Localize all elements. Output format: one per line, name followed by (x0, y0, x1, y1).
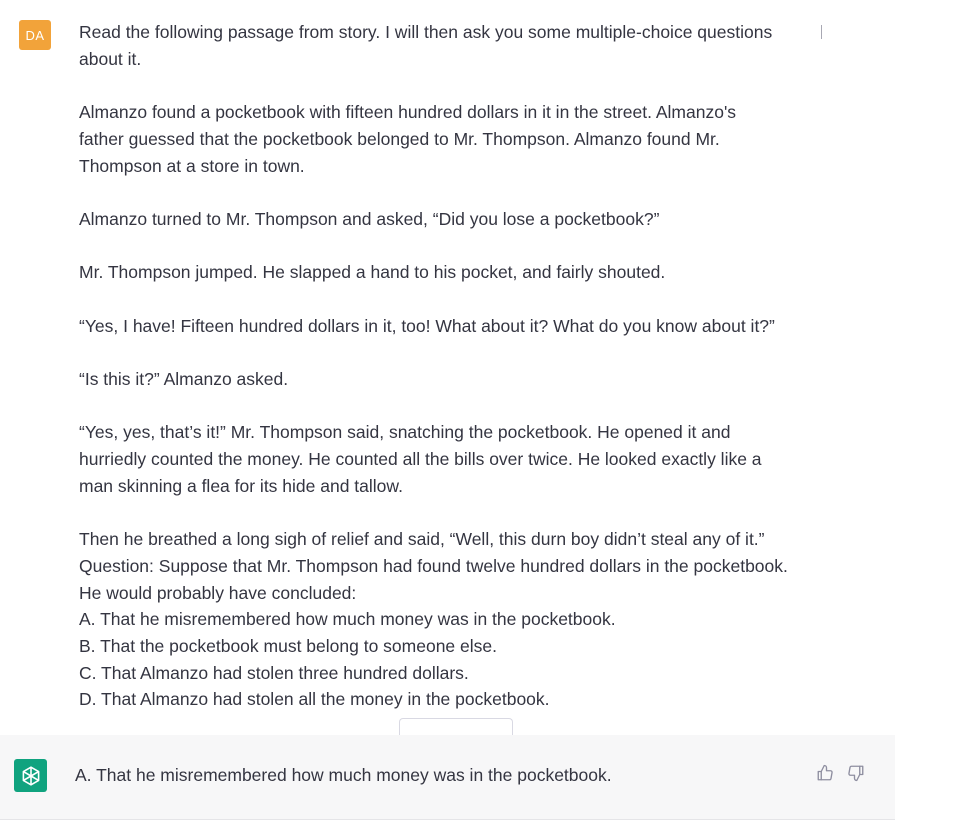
edit-message-icon[interactable] (821, 25, 822, 39)
text-line: “Yes, yes, that’s it!” Mr. Thompson said, snatching the pocketbook. He opened it and (79, 422, 731, 443)
text-line: Thompson at a store in town. (79, 155, 305, 176)
message-paragraph (79, 206, 814, 233)
text-line: Almanzo turned to Mr. Thompson and asked, “Did you lose a pocketbook?” (79, 208, 660, 229)
choice-d: D. That Almanzo had stolen all the money in the pocketbook. (79, 689, 550, 710)
thumbs-down-icon[interactable] (846, 763, 866, 783)
message-paragraph (79, 366, 814, 393)
message-paragraph (79, 419, 814, 499)
choice-c: C. That Almanzo had stolen three hundred dollars. (79, 662, 469, 683)
message-paragraph (79, 99, 814, 179)
user-message-text (79, 19, 814, 713)
text-line: hurriedly counted the money. He counted all the bills over twice. He looked exactly like a (79, 449, 762, 470)
choice-b: B. That the pocketbook must belong to someone else. (79, 636, 497, 657)
openai-logo-glyph (19, 764, 43, 788)
thumbs-up-icon[interactable] (815, 763, 835, 783)
text-line: Mr. Thompson jumped. He slapped a hand to his pocket, and fairly shouted. (79, 262, 666, 283)
message-paragraph (79, 313, 814, 340)
text-line: “Yes, I have! Fifteen hundred dollars in it, too! What about it? What do you know about it?” (79, 315, 775, 336)
text-line: man skinning a flea for its hide and tallow. (79, 475, 403, 496)
text-line: Read the following passage from story. I will then ask you some multiple-choice questions (79, 22, 773, 42)
text-line: “Is this it?” Almanzo asked. (79, 369, 289, 390)
assistant-message (0, 735, 895, 820)
openai-logo-icon (14, 759, 47, 792)
question-line: He would probably have concluded: (79, 582, 357, 603)
assistant-message-text: A. That he misremembered how much money was in the pocketbook. (75, 765, 612, 785)
user-avatar: DA (19, 20, 51, 50)
message-paragraph (79, 259, 814, 286)
text-line: about it. (79, 48, 142, 69)
text-line: Then he breathed a long sigh of relief and said, “Well, this durn boy didn’t steal any of it.” (79, 529, 765, 550)
text-line: Almanzo found a pocketbook with fifteen hundred dollars in it in the street. Almanzo's (79, 102, 737, 123)
message-paragraph (79, 526, 814, 713)
choice-a: A. That he misremembered how much money was in the pocketbook. (79, 609, 616, 630)
message-paragraph (79, 19, 814, 72)
text-line: father guessed that the pocketbook belonged to Mr. Thompson. Almanzo found Mr. (79, 128, 720, 149)
question-line: Question: Suppose that Mr. Thompson had found twelve hundred dollars in the pocketbook. (79, 555, 788, 576)
